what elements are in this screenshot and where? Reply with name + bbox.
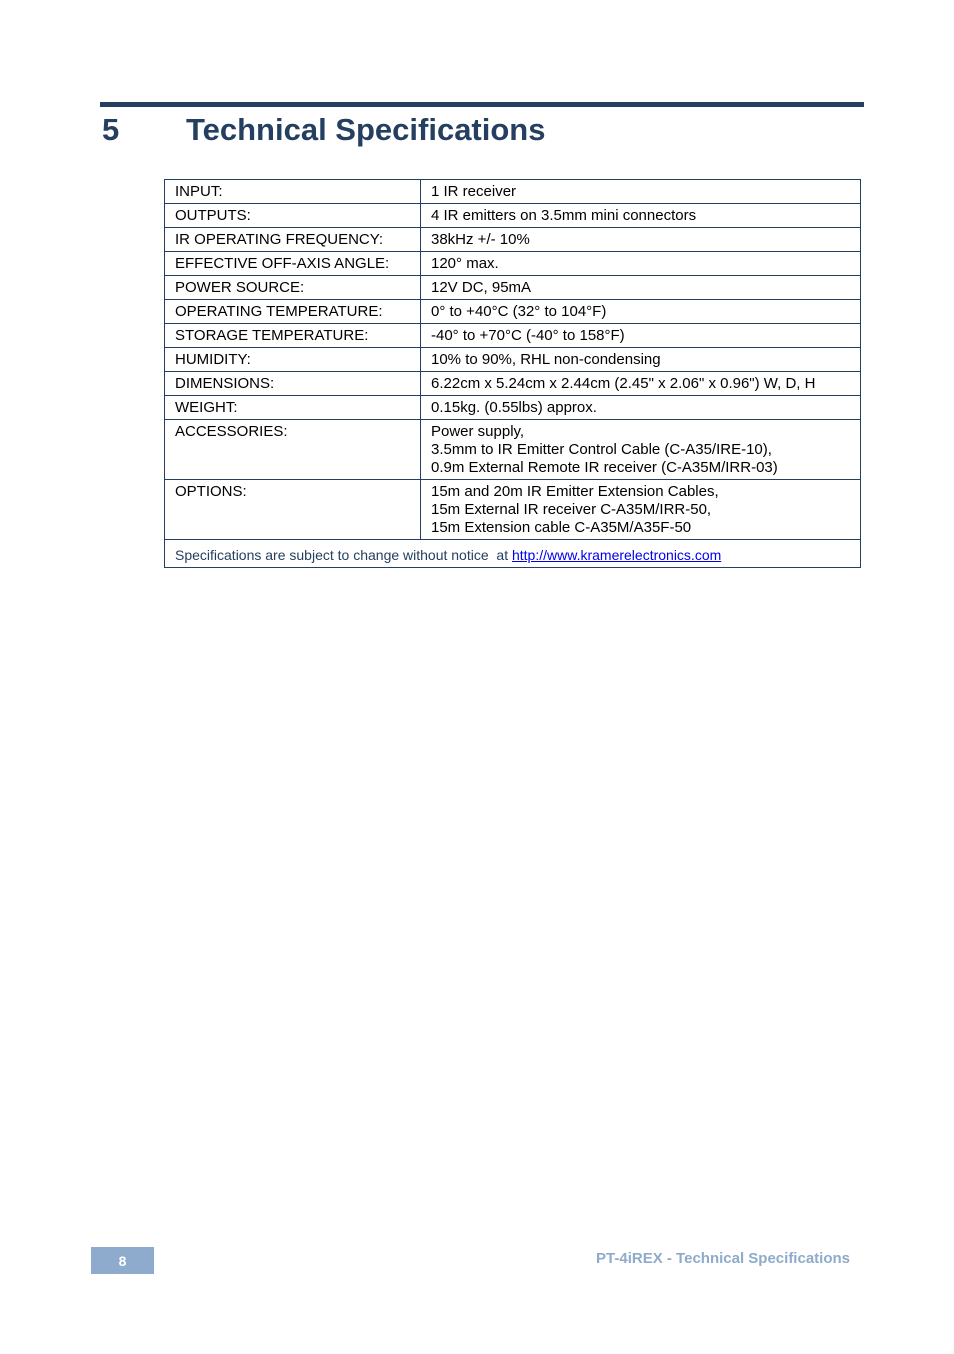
spec-label: DIMENSIONS:: [165, 372, 421, 396]
spec-value: 0° to +40°C (32° to 104°F): [421, 300, 861, 324]
spec-value: 10% to 90%, RHL non-condensing: [421, 348, 861, 372]
spec-value: 38kHz +/- 10%: [421, 228, 861, 252]
spec-value: 12V DC, 95mA: [421, 276, 861, 300]
spec-label: POWER SOURCE:: [165, 276, 421, 300]
spec-row-dimensions: [165, 372, 861, 396]
spec-value: [421, 480, 861, 540]
spec-label: ACCESSORIES:: [165, 420, 421, 480]
chapter-top-rule: [100, 102, 864, 107]
spec-row-operating-temperature: [165, 300, 861, 324]
kramer-website-link[interactable]: http://www.kramerelectronics.com: [511, 547, 722, 563]
spec-row-power-source: [165, 276, 861, 300]
spec-value: 1 IR receiver: [421, 180, 861, 204]
spec-label: IR OPERATING FREQUENCY:: [165, 228, 421, 252]
spec-label: EFFECTIVE OFF-AXIS ANGLE:: [165, 252, 421, 276]
spec-label: HUMIDITY:: [165, 348, 421, 372]
spec-value: 120° max.: [421, 252, 861, 276]
spec-footnote-row: [165, 540, 861, 568]
spec-row-off-axis-angle: [165, 252, 861, 276]
spec-row-humidity: [165, 348, 861, 372]
spec-value: 0.15kg. (0.55lbs) approx.: [421, 396, 861, 420]
spec-row-input: [165, 180, 861, 204]
spec-value-line: 3.5mm to IR Emitter Control Cable (C-A35/IRE-10),: [431, 441, 772, 458]
page-number: 8: [91, 1247, 154, 1274]
spec-label: STORAGE TEMPERATURE:: [165, 324, 421, 348]
spec-value-line: Power supply,: [431, 423, 525, 440]
spec-row-weight: [165, 396, 861, 420]
spec-value-line: 15m and 20m IR Emitter Extension Cables,: [431, 483, 719, 500]
spec-value: [421, 420, 861, 480]
running-footer-title: PT-4iREX - Technical Specifications: [596, 1250, 850, 1267]
spec-value-line: 15m External IR receiver C-A35M/IRR-50,: [431, 501, 712, 518]
spec-value: 4 IR emitters on 3.5mm mini connectors: [421, 204, 861, 228]
spec-row-ir-frequency: [165, 228, 861, 252]
spec-label: INPUT:: [165, 180, 421, 204]
spec-row-accessories: [165, 420, 861, 480]
spec-row-storage-temperature: [165, 324, 861, 348]
chapter-heading: [102, 110, 545, 150]
specifications-table: [164, 179, 861, 568]
spec-value: 6.22cm x 5.24cm x 2.44cm (2.45" x 2.06" x 0.96") W, D, H: [421, 372, 861, 396]
spec-value-line: 0.9m External Remote IR receiver (C-A35M/IRR-03): [431, 459, 778, 476]
chapter-number: 5: [102, 112, 120, 147]
spec-footnote: [165, 540, 861, 568]
spec-label: OPERATING TEMPERATURE:: [165, 300, 421, 324]
footnote-text: Specifications are subject to change without notice at: [175, 547, 512, 563]
spec-label: OUTPUTS:: [165, 204, 421, 228]
spec-row-options: [165, 480, 861, 540]
spec-value: -40° to +70°C (-40° to 158°F): [421, 324, 861, 348]
chapter-title: Technical Specifications: [186, 112, 546, 147]
spec-row-outputs: [165, 204, 861, 228]
spec-label: WEIGHT:: [165, 396, 421, 420]
spec-label: OPTIONS:: [165, 480, 421, 540]
spec-value-line: 15m Extension cable C-A35M/A35F-50: [431, 519, 692, 536]
